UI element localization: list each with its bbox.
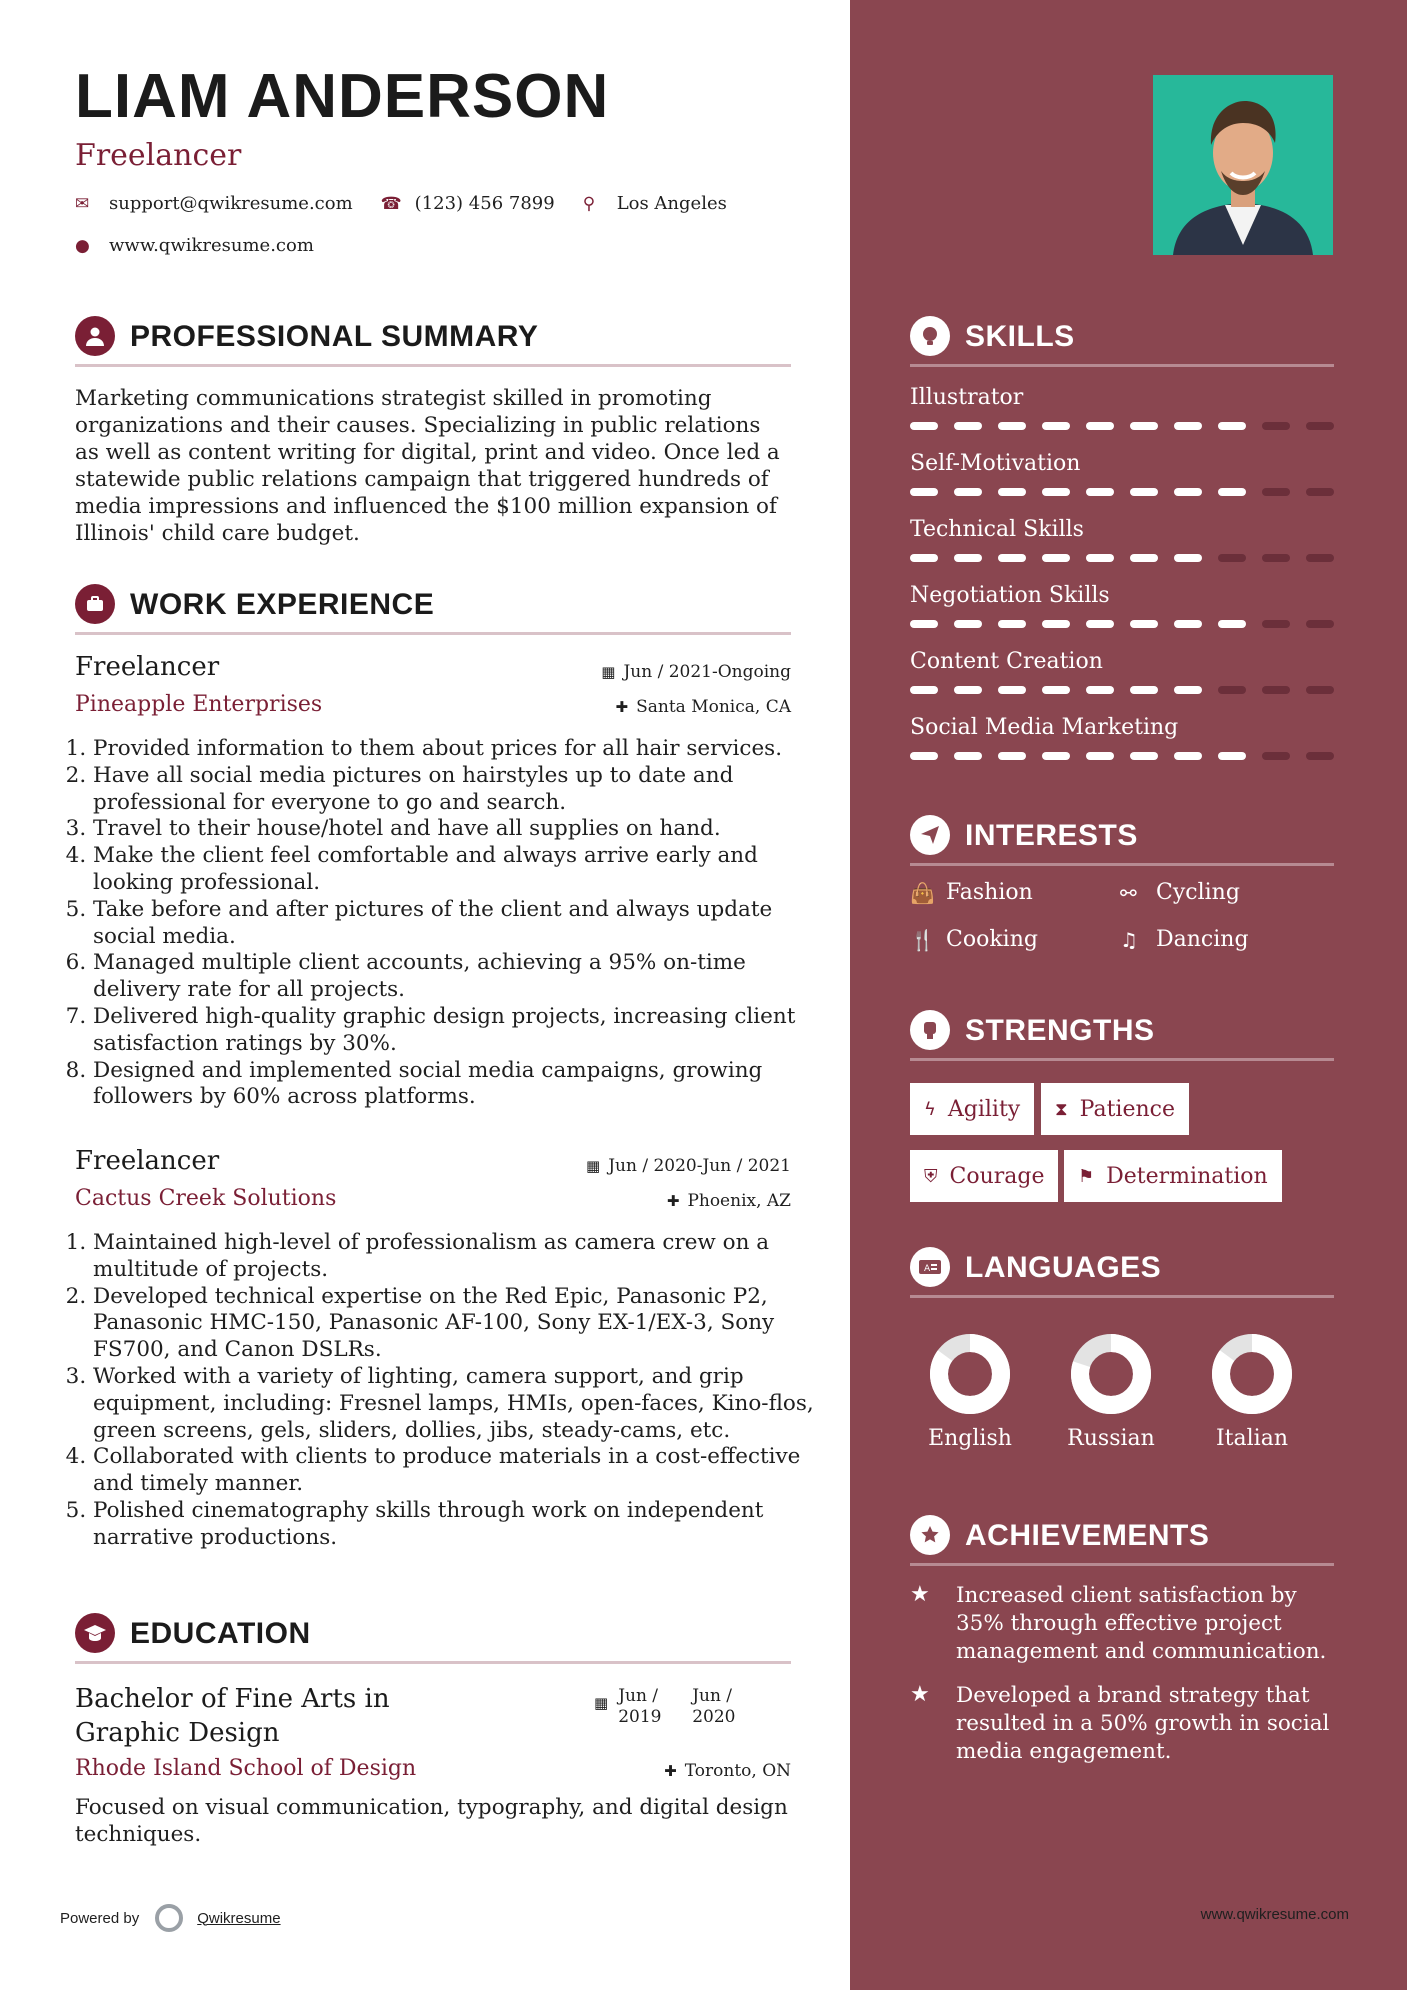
hourglass-icon: ⧗ (1055, 1098, 1068, 1120)
skill-level-dot (1042, 752, 1070, 760)
interest-fashion (910, 880, 1033, 905)
achievement-2 (910, 1682, 1340, 1766)
skill-level-dot (1042, 422, 1070, 430)
skill-level-dot (954, 686, 982, 694)
list-item: 2. Have all social media pictures on hairstyles up to date and professional for everyone to go and search. (93, 763, 815, 817)
education-end: Jun / 2020 (692, 1686, 736, 1727)
job-2-location-text: Phoenix, AZ (687, 1191, 791, 1211)
footer-powered-by (60, 1904, 281, 1932)
calendar-icon: ▦ (601, 663, 616, 681)
skill-name: Social Media Marketing (910, 715, 1179, 740)
graduation-cap-icon (75, 1613, 115, 1653)
envelope-icon: ✉ (75, 193, 90, 214)
strength-agility (910, 1083, 1034, 1135)
skill-level-dot (1130, 686, 1158, 694)
skill-level-dot (1130, 620, 1158, 628)
skill-item (910, 649, 1334, 694)
location-text: Los Angeles (616, 193, 727, 214)
education-description: Focused on visual communication, typography, and digital design techniques. (75, 1795, 788, 1847)
candidate-name: LIAM ANDERSON (75, 62, 610, 131)
skill-level-dot (910, 554, 938, 562)
skill-item (910, 715, 1334, 760)
list-item: 1. Provided information to them about prices for all hair services. (93, 736, 815, 763)
skill-level-dot (1306, 686, 1334, 694)
list-item: 3. Worked with a variety of lighting, camera support, and grip equipment, including: Fresnel lamps, HMIs, open-faces, Kino-flos, green screens, gels, sliders, dollies, jibs, steady-cams, etc. (93, 1364, 815, 1444)
experience-section-header (75, 584, 791, 635)
skill-level-dot (910, 620, 938, 628)
skill-level-dot (1262, 422, 1290, 430)
skill-level-dot (1306, 488, 1334, 496)
shopping-bag-icon: 👜 (910, 880, 935, 905)
skill-level-dot (1086, 686, 1114, 694)
skill-level-dot (910, 488, 938, 496)
skill-level-dot (954, 620, 982, 628)
skill-level-dot (1218, 422, 1246, 430)
skill-level-bar (910, 620, 1334, 628)
skill-name: Illustrator (910, 385, 1024, 410)
flag-icon: ⚑ (1078, 1165, 1095, 1187)
skill-level-dot (998, 488, 1026, 496)
skills-title: SKILLS (965, 320, 1075, 353)
cutlery-icon: 🍴 (910, 927, 935, 952)
experience-title: WORK EXPERIENCE (130, 588, 435, 621)
interest-label: Fashion (946, 880, 1033, 905)
skill-level-dot (1174, 554, 1202, 562)
language-item (1192, 1332, 1312, 1451)
contact-row (75, 193, 727, 214)
skill-level-dot (954, 488, 982, 496)
summary-text: Marketing communications strategist skilled in promoting organizations and their causes. Specializing in public relations as well as content writing for digital, print and video. Once led a statewide public relations campaign that triggered hundreds of media impressions and influenced the $100 million expansion of Illinois' child care budget. (75, 386, 780, 546)
map-marker-icon: ⚲ (582, 193, 596, 214)
skill-level-dot (1130, 488, 1158, 496)
website-link[interactable]: www.qwikresume.com (109, 235, 314, 256)
strength-label: Determination (1106, 1163, 1268, 1189)
job-2-bullets (69, 1230, 815, 1552)
star-icon: ★ (910, 1582, 930, 1607)
skill-level-dot (1130, 554, 1158, 562)
skill-level-dot (1262, 488, 1290, 496)
user-icon (75, 316, 115, 356)
skill-level-bar (910, 752, 1334, 760)
language-level-donut (1210, 1332, 1294, 1416)
skill-level-dot (1218, 554, 1246, 562)
language-level-donut (928, 1332, 1012, 1416)
skill-level-dot (1262, 554, 1290, 562)
job-1-date-text: Jun / 2021-Ongoing (623, 662, 791, 682)
languages-title: LANGUAGES (965, 1251, 1162, 1284)
skill-level-dot (998, 686, 1026, 694)
list-item: 6. Managed multiple client accounts, achieving a 95% on-time delivery rate for all projects. (93, 950, 815, 1004)
skill-level-dot (1306, 620, 1334, 628)
job-2-date-text: Jun / 2020-Jun / 2021 (608, 1156, 791, 1176)
skill-level-dot (1306, 422, 1334, 430)
list-item: 5. Polished cinematography skills through work on independent narrative productions. (93, 1498, 815, 1552)
skill-level-dot (910, 686, 938, 694)
strengths-title: STRENGTHS (965, 1014, 1155, 1047)
job-1-location-text: Santa Monica, CA (636, 697, 791, 717)
skill-level-dot (1306, 554, 1334, 562)
achievement-text: Developed a brand strategy that resulted in a 50% growth in social media engagement. (956, 1683, 1330, 1764)
pin-icon: ✚ (615, 698, 629, 716)
summary-section-header (75, 316, 791, 367)
job-2-location (667, 1191, 791, 1211)
education-dates (594, 1686, 752, 1728)
skill-level-dot (1174, 422, 1202, 430)
award-star-icon (910, 1515, 950, 1555)
language-level-donut (1069, 1332, 1153, 1416)
degree-title: Bachelor of Fine Arts in Graphic Design (75, 1684, 390, 1748)
powered-by-label: Powered by (60, 1909, 140, 1927)
education-location-text: Toronto, ON (684, 1761, 791, 1781)
strengths-section-header (910, 1010, 1334, 1061)
candidate-role: Freelancer (75, 138, 242, 173)
skill-name: Negotiation Skills (910, 583, 1110, 608)
bicycle-icon: ⚯ (1120, 880, 1137, 905)
list-item: 1. Maintained high-level of professionalism as camera crew on a multitude of projects. (93, 1230, 815, 1284)
job-2-company: Cactus Creek Solutions (75, 1186, 337, 1211)
skill-name: Self-Motivation (910, 451, 1081, 476)
skill-item (910, 517, 1334, 562)
skill-level-dot (1130, 752, 1158, 760)
skill-level-dot (910, 422, 938, 430)
education-section-header (75, 1613, 791, 1664)
phone-icon: ☎ (380, 193, 402, 214)
job-2-title: Freelancer (75, 1146, 220, 1176)
list-item: 4. Collaborated with clients to produce materials in a cost-effective and timely manner. (93, 1444, 815, 1498)
calendar-icon: ▦ (594, 1694, 609, 1712)
school-name: Rhode Island School of Design (75, 1756, 417, 1781)
calendar-icon: ▦ (586, 1157, 601, 1175)
svg-text:A: A (924, 1264, 931, 1274)
achievements-section-header (910, 1515, 1334, 1566)
language-name: Russian (1067, 1426, 1155, 1451)
job-1-date (601, 662, 791, 682)
skill-level-dot (1262, 686, 1290, 694)
list-item: 3. Travel to their house/hotel and have all supplies on hand. (93, 816, 815, 843)
sidebar (850, 0, 1407, 1990)
globe-icon: ● (75, 235, 90, 256)
strength-label: Patience (1079, 1096, 1175, 1122)
skill-level-dot (1218, 488, 1246, 496)
skill-level-dot (1086, 554, 1114, 562)
language-item (910, 1332, 1030, 1451)
strength-label: Courage (949, 1163, 1045, 1189)
website-row (75, 235, 314, 256)
list-item: 7. Delivered high-quality graphic design projects, increasing client satisfaction ratings by 30%. (93, 1004, 815, 1058)
skill-level-dot (1086, 488, 1114, 496)
interests-section-header (910, 815, 1334, 866)
strength-label: Agility (947, 1096, 1021, 1122)
education-title: EDUCATION (130, 1617, 311, 1650)
skill-level-dot (1086, 422, 1114, 430)
skill-level-dot (1042, 620, 1070, 628)
skill-name: Content Creation (910, 649, 1103, 674)
skill-level-dot (1042, 554, 1070, 562)
shield-icon: ⛨ (924, 1165, 938, 1187)
skill-level-dot (998, 752, 1026, 760)
profile-photo (1153, 75, 1333, 255)
achievement-1 (910, 1582, 1340, 1666)
skill-name: Technical Skills (910, 517, 1084, 542)
skills-section-header (910, 316, 1334, 367)
interests-title: INTERESTS (965, 819, 1138, 852)
lightbulb-icon (910, 316, 950, 356)
pin-icon: ✚ (666, 1192, 680, 1210)
job-1-bullets (69, 736, 815, 1111)
skill-level-dot (1086, 620, 1114, 628)
skill-level-dot (1174, 620, 1202, 628)
skill-item (910, 385, 1334, 430)
skill-item (910, 451, 1334, 496)
strength-patience (1041, 1083, 1189, 1135)
summary-title: PROFESSIONAL SUMMARY (130, 320, 539, 353)
language-name: Italian (1215, 1426, 1288, 1451)
language-icon (910, 1247, 950, 1287)
achievements-title: ACHIEVEMENTS (965, 1519, 1210, 1552)
interest-label: Cycling (1156, 880, 1240, 905)
interest-label: Cooking (946, 927, 1038, 952)
list-item: 4. Make the client feel comfortable and always arrive early and looking professional. (93, 843, 815, 897)
skill-level-dot (998, 422, 1026, 430)
skill-level-dot (998, 554, 1026, 562)
languages-section-header (910, 1247, 1334, 1298)
skill-level-dot (998, 620, 1026, 628)
list-item: 8. Designed and implemented social media campaigns, growing followers by 60% across platforms. (93, 1058, 815, 1112)
bolt-icon: ϟ (924, 1098, 936, 1120)
list-item: 5. Take before and after pictures of the client and always update social media. (93, 897, 815, 951)
qwikresume-link[interactable]: Qwikresume (197, 1909, 281, 1927)
skill-level-dot (954, 752, 982, 760)
skill-level-dot (1042, 488, 1070, 496)
skill-level-dot (1174, 488, 1202, 496)
achievement-text: Increased client satisfaction by 35% through effective project management and communication. (956, 1583, 1327, 1664)
fist-icon (910, 1010, 950, 1050)
skill-level-bar (910, 488, 1334, 496)
skill-level-dot (1086, 752, 1114, 760)
interest-cooking (910, 927, 1038, 952)
skill-level-dot (1174, 686, 1202, 694)
skill-level-dot (1218, 752, 1246, 760)
skill-level-dot (1218, 620, 1246, 628)
skill-level-bar (910, 422, 1334, 430)
qwikresume-logo-icon (155, 1904, 183, 1932)
skill-level-dot (1042, 686, 1070, 694)
education-start: Jun / 2019 (618, 1686, 662, 1727)
interest-label: Dancing (1156, 927, 1249, 952)
job-2-date (586, 1156, 791, 1176)
paper-plane-icon (910, 815, 950, 855)
skill-level-bar (910, 686, 1334, 694)
skill-level-bar (910, 554, 1334, 562)
skill-level-dot (1174, 752, 1202, 760)
star-icon: ★ (910, 1682, 930, 1707)
briefcase-icon (75, 584, 115, 624)
skill-level-dot (1262, 620, 1290, 628)
interest-dancing (1120, 927, 1249, 952)
language-name: English (928, 1426, 1012, 1451)
phone-text: (123) 456 7899 (414, 193, 555, 214)
skill-level-dot (1306, 752, 1334, 760)
skill-item (910, 583, 1334, 628)
strength-courage (910, 1150, 1058, 1202)
interest-cycling (1120, 880, 1240, 905)
strength-determination (1064, 1150, 1282, 1202)
job-1-location (616, 697, 791, 717)
list-item: 2. Developed technical expertise on the Red Epic, Panasonic P2, Panasonic HMC-150, Panasonic AF-100, Sony EX-1/EX-3, Sony FS700, and Canon DSLRs. (93, 1284, 815, 1364)
education-location (664, 1761, 791, 1781)
footer-website[interactable]: www.qwikresume.com (1200, 1906, 1349, 1923)
skill-level-dot (954, 554, 982, 562)
skill-level-dot (1218, 686, 1246, 694)
job-1-title: Freelancer (75, 652, 220, 682)
skill-level-dot (910, 752, 938, 760)
job-1-company: Pineapple Enterprises (75, 692, 323, 717)
language-item (1051, 1332, 1171, 1451)
pin-icon: ✚ (664, 1762, 677, 1780)
skill-level-dot (1262, 752, 1290, 760)
skill-level-dot (1130, 422, 1158, 430)
skill-level-dot (954, 422, 982, 430)
email-link[interactable]: support@qwikresume.com (109, 193, 353, 214)
music-note-icon: ♫ (1120, 927, 1138, 952)
